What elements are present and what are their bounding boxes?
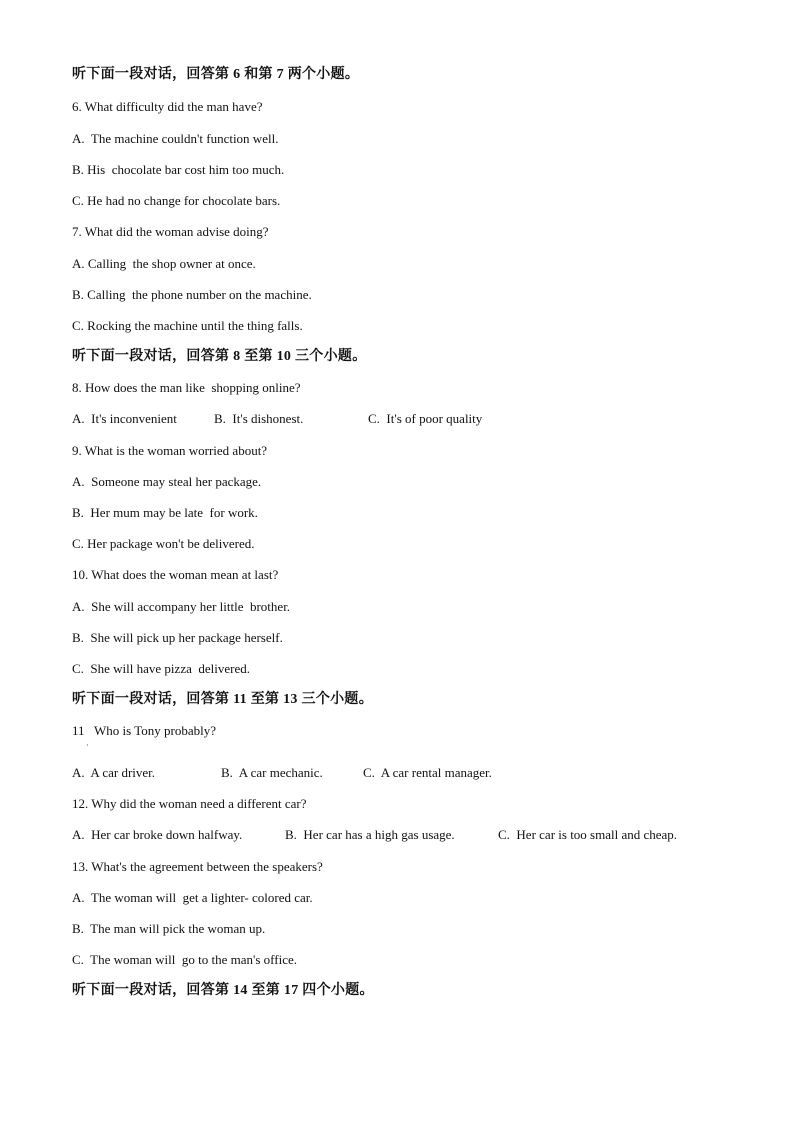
option-9b: B. Her mum may be late for work.	[72, 505, 258, 520]
option-13a: A. The woman will get a lighter- colored car.	[72, 890, 313, 905]
section-heading: 听下面一段对话，回答第 14 至第 17 四个小题。	[72, 983, 374, 998]
option-11b: B. A car mechanic.	[221, 765, 323, 780]
question-8: 8. How does the man like shopping online?	[72, 380, 301, 395]
option-8a: A. It's inconvenient	[72, 411, 177, 426]
option-7b: B. Calling the phone number on the machine.	[72, 287, 312, 302]
option-10a: A. She will accompany her little brother.	[72, 599, 291, 614]
option-12c: C. Her car is too small and cheap.	[498, 827, 678, 842]
question-9: 9. What is the woman worried about?	[72, 443, 268, 458]
option-11c: C. A car rental manager.	[363, 765, 492, 780]
option-6a: A. The machine couldn't function well.	[72, 131, 279, 146]
option-10c: C. She will have pizza delivered.	[72, 661, 250, 676]
option-13b: B. The man will pick the woman up.	[72, 921, 266, 936]
question-6: 6. What difficulty did the man have?	[72, 99, 263, 114]
question-10: 10. What does the woman mean at last?	[72, 567, 279, 582]
question-13: 13. What's the agreement between the speakers?	[72, 859, 323, 874]
section-heading: 听下面一段对话，回答第 11 至第 13 三个小题。	[72, 692, 374, 707]
option-7c: C. Rocking the machine until the thing falls.	[72, 318, 303, 333]
option-6c: C. He had no change for chocolate bars.	[72, 193, 281, 208]
option-11a: A. A car driver.	[72, 765, 156, 780]
option-12b: B. Her car has a high gas usage.	[285, 827, 455, 842]
option-6b: B. His chocolate bar cost him too much.	[72, 162, 285, 177]
option-7a: A. Calling the shop owner at once.	[72, 256, 256, 271]
question-7: 7. What did the woman advise doing?	[72, 224, 269, 239]
section-heading: 听下面一段对话，回答第 6 和第 7 两个小题。	[72, 67, 360, 82]
section-heading: 听下面一段对话，回答第 8 至第 10 三个小题。	[72, 349, 367, 364]
option-13c: C. The woman will go to the man's office.	[72, 952, 297, 967]
stray-mark: ·	[86, 741, 89, 750]
option-9c: C. Her package won't be delivered.	[72, 536, 255, 551]
question-12: 12. Why did the woman need a different car?	[72, 796, 307, 811]
question-11: 11 Who is Tony probably?	[72, 723, 217, 738]
option-9a: A. Someone may steal her package.	[72, 474, 262, 489]
option-10b: B. She will pick up her package herself.	[72, 630, 283, 645]
option-8b: B. It's dishonest.	[214, 411, 304, 426]
option-8c: C. It's of poor quality	[368, 411, 483, 426]
option-12a: A. Her car broke down halfway.	[72, 827, 243, 842]
